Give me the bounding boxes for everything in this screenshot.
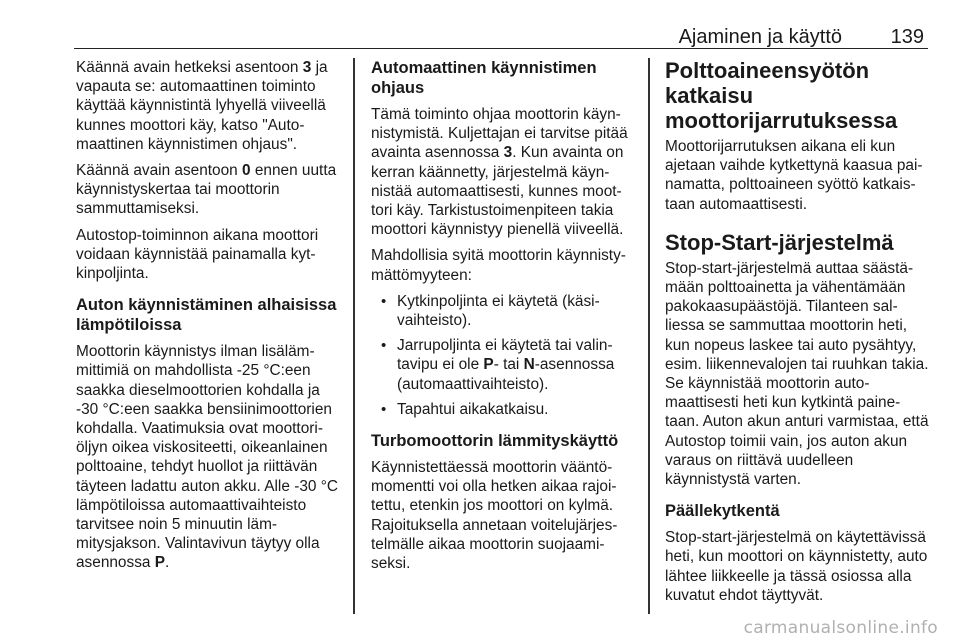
paragraph: Käynnistettäessä moottorin vääntömomentti voi olla hetken aikaa rajoitettu, etenkin jos moottori on kylmä. Rajoituksella annetaan voitelujärjestelmälle aikaa moottorin suojaamiseksi. (371, 459, 618, 573)
paragraph: Käännä avain asentoon 0 ennen uutta käynnistyskertaa tai moottorin sammuttamiseksi. (76, 162, 337, 218)
paragraph: Moottorijarrutuksen aikana eli kun ajetaan vaihde kytkettynä kaasua painamatta, polttoaineen syöttö katkaistaan automaattisesti. (665, 138, 923, 213)
list-item: • Jarrupoljinta ei käytetä tai valintavipu ei ole P- tai N-asennossa (automaattivaihteisto). (371, 336, 633, 394)
chapter-title: Ajaminen ja käyttö (678, 26, 842, 48)
section-heading: Polttoaineensyötön katkaisu moottorijarrutuksessa (665, 58, 898, 133)
column-divider (648, 58, 650, 614)
section-heading: Automaattinen käynnistimen ohjaus (371, 59, 597, 97)
bullet-list (371, 292, 633, 419)
watermark: carmanualsonline.info (743, 618, 938, 638)
paragraph: Stop-start-järjestelmä auttaa säästämään polttoainetta ja vähentämään pakokaasupäästöjä. Tilanteen salliessa se sammuttaa moottorin heti, kun nopeus laskee tai auto pysähtyy, esim. liikennevalojen tai ruuhkan takia. Se käynnistää moottorin automaattisesti heti kun kytkintä painetaan. Auton akun anturi varmistaa, että Autostop toimii vain, jos auton akun varaus on riittävä uudelleen käynnistystä varten. (665, 259, 929, 489)
section-heading: Turbomoottorin lämmityskäyttö (371, 432, 619, 451)
list-item: • Tapahtui aikakatkaisu. (371, 400, 633, 419)
column-middle (371, 58, 633, 580)
paragraph: Mahdollisia syitä moottorin käynnistymättömyyteen: (371, 247, 626, 284)
column-left (76, 58, 338, 580)
paragraph: Käännä avain hetkeksi asentoon 3 ja vapauta se: automaattinen toiminto käyttää käynnistintä lyhyellä viiveellä kunnes moottori käy, katso "Automaattinen käynnistimen ohjaus". (76, 59, 328, 153)
paragraph: Tämä toiminto ohjaa moottorin käynnistymistä. Kuljettajan ei tarvitse pitää avainta asennossa 3. Kun avainta on kerran käännetty, järjestelmä käynnistää automaattisesti, kunnes moottori käy. Tarkistustoimenpiteen takia moottori käynnistyy pienellä viiveellä. (371, 106, 628, 239)
paragraph: Autostop-toiminnon aikana moottori voidaan käynnistää painamalla kytkinpoljinta. (76, 226, 319, 283)
page-number: 139 (890, 26, 924, 48)
paragraph: Stop-start-järjestelmä on käytettävissä heti, kun moottori on käynnistetty, auto lähtee liikkeelle ja tässä osiossa alla kuvatut ehdot täyttyvät. (665, 529, 928, 604)
paragraph: Moottorin käynnistys ilman lisälämmittimiä on mahdollista -25 °C:een saakka dieselmoottorien kohdalla ja -30 °C:een saakka bensiinimoottorien kohdalla. Vaatimuksia ovat moottoriöljyn oikea viskositeetti, oikeanlainen polttoaine, tehdyt huollot ja riittävän täyteen ladattu auton akku. Alle -30 °C lämpötiloissa automaattivaihteisto tarvitsee noin 5 minuutin lämmitysjakson. Valintavivun täytyy olla asennossa P. (76, 343, 338, 572)
list-item: • Kytkinpoljinta ei käytetä (käsivaihteisto). (371, 292, 633, 330)
column-right (665, 58, 929, 612)
column-divider (353, 58, 355, 614)
section-heading: Auton käynnistäminen alhaisissa lämpötiloissa (76, 296, 337, 335)
subsection-heading: Päällekytkentä (665, 502, 780, 521)
section-heading: Stop-Start-järjestelmä (665, 229, 894, 255)
page-header (74, 0, 928, 49)
